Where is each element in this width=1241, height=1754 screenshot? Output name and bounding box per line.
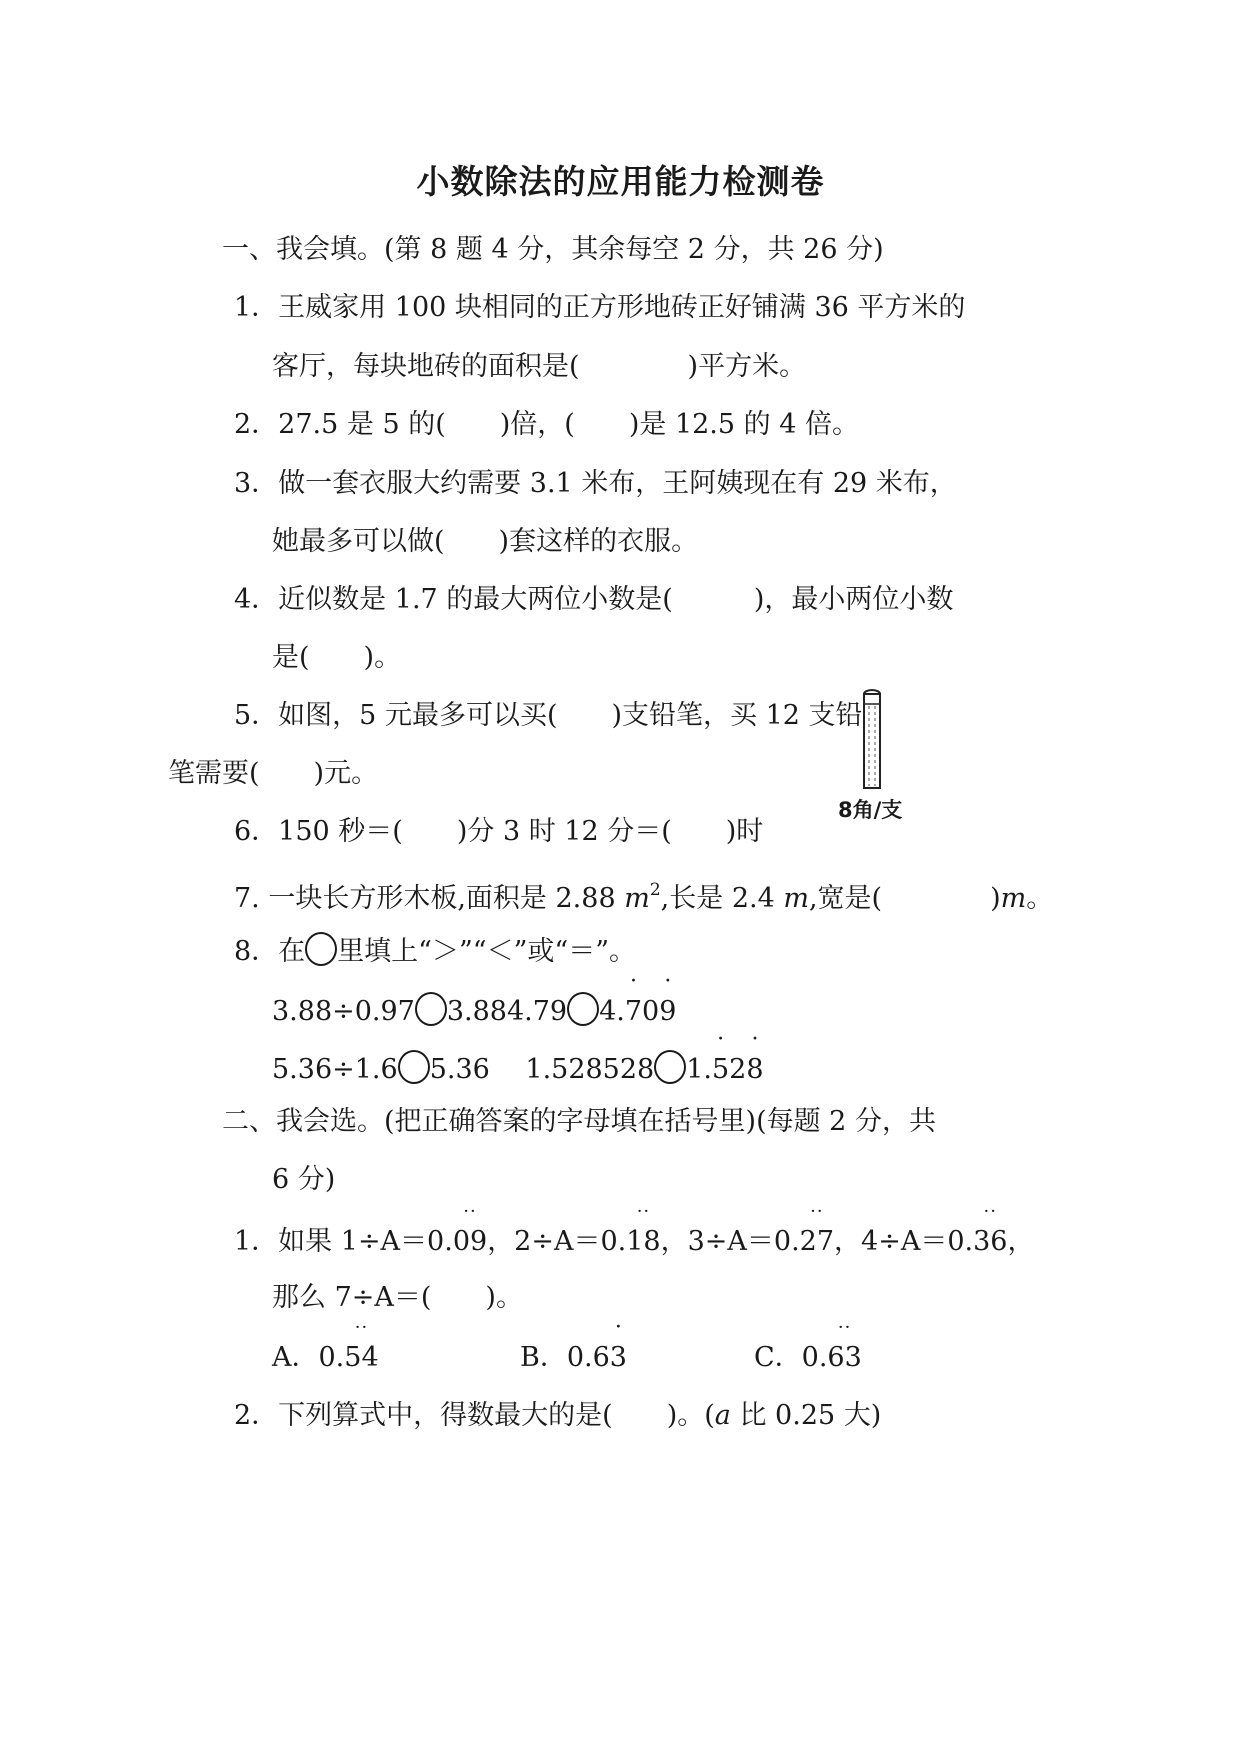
repeating-digits: ·· 09: [453, 1222, 487, 1262]
option-a-text: A．0.: [272, 1342, 345, 1373]
option-b[interactable]: [520, 1338, 627, 1378]
answer-circle[interactable]: [415, 992, 447, 1026]
q8-r1-mid: 3.884.79: [446, 996, 568, 1027]
s2q1-text: ，2÷A＝0.: [487, 1226, 627, 1257]
repeating-digits: ·· 54: [344, 1338, 378, 1378]
q8-r1-digit: 0: [642, 996, 660, 1027]
question-5-line-2: 笔需要( )元。: [168, 758, 379, 789]
repeating-digits: ·· 18: [626, 1222, 660, 1262]
question-3-line-2: 她最多可以做( )套这样的衣服。: [272, 526, 699, 557]
answer-circle[interactable]: [654, 1050, 686, 1084]
option-a[interactable]: [272, 1338, 379, 1378]
repeating-digits: ·· 63: [827, 1338, 861, 1378]
s2-question-1-line-1: [234, 1222, 1034, 1262]
section-2-heading-line-1: 二、我会选。(把正确答案的字母填在括号里)(每题 2 分，共: [222, 1106, 936, 1137]
s2q1-text: ，: [1007, 1226, 1035, 1257]
question-2: 2．27.5 是 5 的( )倍，( )是 12.5 的 4 倍。: [234, 409, 859, 440]
q8-r1-left: 3.88÷0.97: [272, 996, 415, 1027]
s2q1-text: ，3÷A＝0.: [660, 1226, 800, 1257]
q7-text-1: 7. 一块长方形木板,面积是 2.88: [234, 883, 625, 914]
question-7: [234, 870, 1053, 919]
repeating-digit: · 9: [659, 992, 676, 1032]
s2q2-text-2: 比 0.25 大): [730, 1400, 882, 1431]
q7-superscript: 2: [649, 880, 661, 900]
repeating-digit: · 7: [625, 992, 642, 1032]
q7-text-2: ,长是 2.4: [660, 883, 784, 914]
question-4-line-2: 是( )。: [272, 642, 402, 673]
answer-circle[interactable]: [398, 1050, 430, 1084]
q7-unit-m: m: [624, 883, 650, 914]
question-6: 6．150 秒＝( )分 3 时 12 分＝( )时: [234, 816, 764, 847]
s2q2-variable: a: [714, 1400, 731, 1431]
q8-r2-mid: 5.36 1.528528: [429, 1054, 655, 1085]
q8-text-1: 8．在: [234, 936, 306, 967]
pencil-icon: [852, 686, 892, 794]
question-3-line-1: 3．做一套衣服大约需要 3.1 米布，王阿姨现在有 29 米布，: [234, 468, 957, 499]
q8-r2-digit: 2: [729, 1054, 747, 1085]
question-1-line-1: 1．王威家用 100 块相同的正方形地砖正好铺满 36 平方米的: [234, 292, 966, 323]
section-2-heading-line-2: 6 分): [272, 1164, 336, 1195]
q7-end: 。: [1026, 883, 1054, 914]
s2q2-text-1: 2．下列算式中，得数最大的是( )。(: [234, 1400, 715, 1431]
question-8-row-1: [272, 992, 676, 1032]
question-5-line-1: 5．如图，5 元最多可以买( )支铅笔，买 12 支铅: [234, 700, 863, 731]
s2-question-2: [234, 1396, 881, 1436]
page-title: 小数除法的应用能力检测卷: [416, 162, 825, 201]
q8-r1-right: 4.: [599, 996, 625, 1027]
question-8-row-2: [272, 1050, 764, 1090]
option-c-text: C．0.: [754, 1342, 828, 1373]
q8-r2-right: 1.: [686, 1054, 712, 1085]
answer-circle[interactable]: [305, 932, 337, 966]
s2q1-text: 1．如果 1÷A＝0.: [234, 1226, 453, 1257]
s2q1-text: ，4÷A＝0.: [834, 1226, 974, 1257]
q7-text-3: ,宽是( ): [808, 883, 1001, 914]
question-1-line-2: 客厅，每块地砖的面积是( )平方米。: [272, 351, 807, 382]
pencil-price-label: 8角/支: [838, 798, 903, 822]
repeating-digit: · 5: [712, 1050, 729, 1090]
q7-unit-m-3: m: [1000, 883, 1027, 914]
repeating-digit: · 8: [746, 1050, 763, 1090]
answer-circle[interactable]: [567, 992, 599, 1026]
q7-unit-m-2: m: [783, 883, 809, 914]
repeating-digit: · 3: [610, 1338, 627, 1378]
option-c[interactable]: [754, 1338, 862, 1378]
q8-text-2: 里填上“＞”“＜”或“＝”。: [337, 936, 637, 967]
repeating-digits: ·· 27: [800, 1222, 834, 1262]
question-8-line-1: [234, 932, 636, 972]
repeating-digits: ·· 36: [973, 1222, 1007, 1262]
question-4-line-1: 4．近似数是 1.7 的最大两位小数是( )，最小两位小数: [234, 584, 954, 615]
s2-question-1-line-2: 那么 7÷A＝( )。: [272, 1282, 523, 1313]
section-1-heading: 一、我会填。(第 8 题 4 分，其余每空 2 分，共 26 分): [222, 234, 884, 265]
option-b-text: B．0.6: [520, 1342, 610, 1373]
q8-r2-left: 5.36÷1.6: [272, 1054, 398, 1085]
